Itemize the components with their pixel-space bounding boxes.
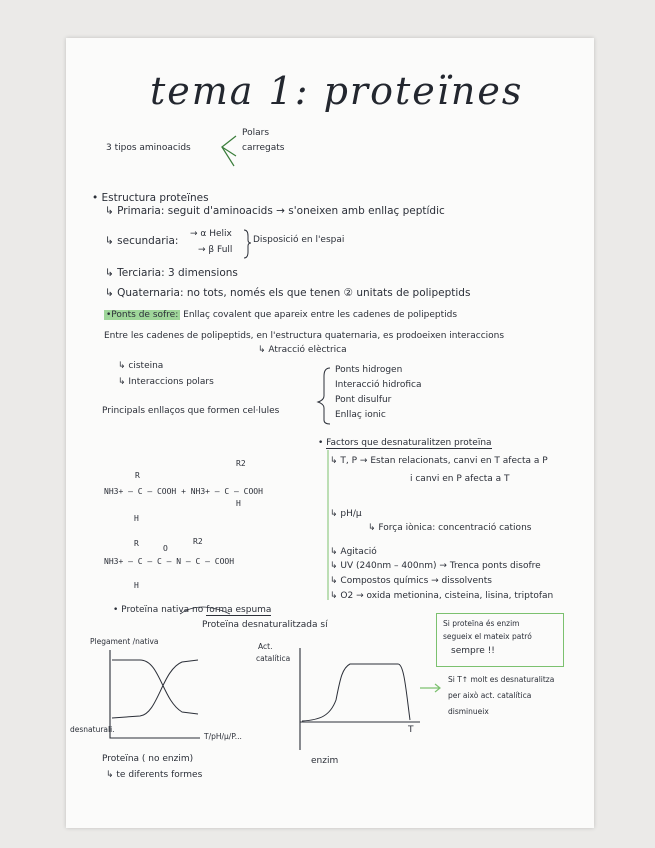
formula-r: R (135, 471, 140, 480)
factor-tp2: i canvi en P afecta a T (410, 474, 510, 484)
enzim-box-line3: sempre !! (451, 646, 495, 656)
factor-agitacio-text: Agitació (340, 547, 377, 557)
secundaria-alpha: → α Helix (190, 229, 232, 239)
page-title: tema 1: proteïnes (150, 69, 524, 113)
formula-h-right: H (236, 499, 241, 508)
factor-agitacio: ↳ Agitació (330, 547, 377, 557)
quaternaria-text: Quaternaria: no tots, només els que tenen ② unitats de polipeptids (117, 287, 471, 299)
aminoacids-label: 3 tipos aminoacids (106, 143, 191, 153)
graph1-xlabel: T/pH/μ/P... (204, 732, 242, 741)
cisteina: ↳ cisteina (118, 361, 164, 371)
factor-uv: ↳ UV (240nm – 400nm) → Trenca ponts disofre (330, 561, 541, 571)
aminoacid-type-carregats: carregats (242, 143, 285, 153)
factor-ph: ↳ pH/μ (330, 509, 362, 519)
enllacos-label: Principals enllaços que formen cel·lules (102, 406, 280, 416)
factor-compostos: ↳ Compostos químics → dissolvents (330, 576, 492, 586)
enllac-pont-disulfur: Pont disulfur (335, 395, 392, 405)
factors-heading-text: Factors que desnaturalitzen proteïna (326, 438, 492, 448)
enzim-box-line1: Si proteïna és enzim (443, 619, 520, 628)
atraccio-electrica: ↳ Atracció elèctrica (258, 345, 347, 355)
formula-o: O (163, 544, 168, 553)
factor-forca: ↳ Força iònica: concentració cations (368, 523, 532, 533)
primaria-line: ↳ Primaria: seguit d'aminoacids → s'oneixen amb enllaç peptídic (105, 205, 445, 217)
graph2-ylabel1: Act. (258, 642, 273, 651)
primaria-text: Primaria: seguit d'aminoacids → s'oneixen amb enllaç peptídic (117, 205, 445, 217)
note-line2: per això act. catalítica (448, 691, 532, 700)
factor-compostos-text: Compostos químics → dissolvents (340, 576, 492, 586)
formula-line1: NH3+ – C – COOH + NH3+ – C – COOH (104, 487, 263, 496)
terciaria-line: ↳ Terciaria: 3 dimensions (105, 267, 238, 279)
graph1-caption: Proteïna ( no enzim) (102, 754, 194, 764)
ponts-line2: Entre les cadenes de polipeptids, en l'estructura quaternaria, es prodoeixen interaccions (104, 331, 505, 341)
quaternaria-line: ↳ Quaternaria: no tots, només els que tenen ② unitats de polipeptids (105, 287, 471, 299)
graph1-ylabel-top: Plegament /nativa (90, 637, 159, 646)
formula-r2-bottom: R2 (193, 537, 203, 546)
graph1-sub: ↳ te diferents formes (106, 770, 203, 780)
secundaria-text: secundaria: (117, 235, 179, 247)
factor-o2: ↳ O2 → oxida metionina, cisteina, lisina, triptofan (330, 591, 554, 601)
factor-o2-text: O2 → oxida metionina, cisteina, lisina, triptofan (340, 591, 554, 601)
terciaria-text: Terciaria: 3 dimensions (117, 267, 238, 279)
formula-r2: R2 (236, 459, 246, 468)
proteina-nativa: • Proteïna nativa no forma espuma (113, 605, 272, 615)
enllac-ponts-hidrogen: Ponts hidrogen (335, 365, 403, 375)
estructura-heading: • Estructura proteïnes (92, 192, 209, 204)
formula-h-left: H (134, 514, 139, 523)
note-line3: disminueix (448, 707, 489, 716)
notebook-page (66, 38, 594, 828)
factor-tp: ↳ T, P → Estan relacionats, canvi en T afecta a P (330, 456, 548, 466)
ponts-line1: Enllaç covalent que apareix entre les cadenes de polipeptids (183, 310, 458, 320)
factor-tp-text: T, P → Estan relacionats, canvi en T afecta a P (340, 456, 548, 466)
nativa-text2: forma espuma (206, 605, 272, 615)
enllac-interaccio-hidrofica: Interacció hidrofica (335, 380, 422, 390)
secundaria-label: ↳ secundaria: (105, 235, 179, 247)
ponts-highlight: •Ponts de sofre: (106, 310, 179, 320)
factor-uv-text: UV (240nm – 400nm) → Trenca ponts disofre (340, 561, 541, 571)
formula-line2: NH3+ – C – C – N – C – COOH (104, 557, 235, 566)
ponts-line (104, 311, 457, 320)
factor-ph-text: pH/μ (340, 509, 362, 519)
estructura-heading-text: Estructura proteïnes (101, 192, 209, 204)
formula-h-bottom: H (134, 581, 139, 590)
formula-r-bottom: R (134, 539, 139, 548)
secundaria-note: Disposició en l'espai (253, 235, 345, 245)
enllac-ionic: Enllaç ionic (335, 410, 386, 420)
aminoacid-type-polars: Polars (242, 128, 270, 138)
secundaria-beta: → β Full (198, 245, 233, 255)
proteina-desnaturalitzada: Proteïna desnaturalitzada sí (202, 620, 328, 630)
enzim-box-line2: segueix el mateix patró (443, 632, 532, 641)
graph2-ylabel2: catalítica (256, 654, 291, 663)
nativa-text1: Proteïna nativa no (121, 605, 204, 615)
interaccions-polars: ↳ Interaccions polars (118, 377, 214, 387)
graph1-ylabel-bottom: desnaturali. (70, 725, 115, 734)
graph2-caption: enzim (311, 756, 339, 766)
factors-heading: • Factors que desnaturalitzen proteïna (318, 438, 492, 448)
note-line1: Si T↑ molt es desnaturalitza (448, 675, 555, 684)
graph2-xlabel: T (408, 725, 414, 735)
